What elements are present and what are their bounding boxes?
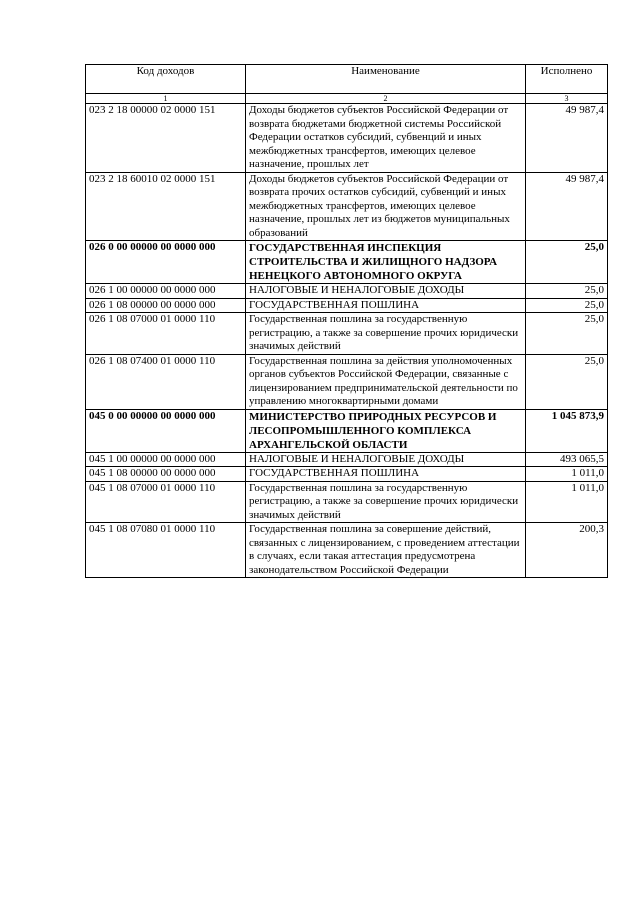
column-number: 2 <box>246 94 526 104</box>
column-number: 3 <box>526 94 608 104</box>
row-name: Государственная пошлина за совершение действий, связанных с лицензированием, с проведением аттестации в случаях, если такая аттестация предусмотрена законодательством Российской Федерации <box>246 523 526 578</box>
row-name: НАЛОГОВЫЕ И НЕНАЛОГОВЫЕ ДОХОДЫ <box>246 452 526 467</box>
row-code: 023 2 18 00000 02 0000 151 <box>86 104 246 173</box>
table-row <box>86 409 608 452</box>
row-name: Государственная пошлина за действия уполномоченных органов субъектов Российской Федерации, связанные с лицензированием предпринимательской деятельности по управлению многоквартирными домами <box>246 354 526 409</box>
row-value: 1 011,0 <box>526 467 608 482</box>
table-header-row <box>86 65 608 94</box>
column-number-row <box>86 94 608 104</box>
header-executed: Исполнено <box>526 65 608 94</box>
table-row <box>86 284 608 299</box>
table-row <box>86 172 608 241</box>
row-value: 200,3 <box>526 523 608 578</box>
table-row <box>86 467 608 482</box>
row-code: 045 1 08 00000 00 0000 000 <box>86 467 246 482</box>
row-code: 026 1 00 00000 00 0000 000 <box>86 284 246 299</box>
row-code: 026 1 08 07400 01 0000 110 <box>86 354 246 409</box>
row-code: 045 1 08 07000 01 0000 110 <box>86 481 246 523</box>
table-row <box>86 354 608 409</box>
row-value: 25,0 <box>526 284 608 299</box>
row-name: Доходы бюджетов субъектов Российской Федерации от возврата прочих остатков субсидий, субвенций и иных межбюджетных трансфертов, имеющих целевое назначение, прошлых лет из бюджетов муниципальных образований <box>246 172 526 241</box>
row-name: Государственная пошлина за государственную регистрацию, а также за совершение прочих юридически значимых действий <box>246 313 526 355</box>
row-value: 1 011,0 <box>526 481 608 523</box>
row-code: 026 0 00 00000 00 0000 000 <box>86 241 246 284</box>
table-row <box>86 298 608 313</box>
row-code: 045 1 08 07080 01 0000 110 <box>86 523 246 578</box>
row-value: 25,0 <box>526 313 608 355</box>
row-value: 49 987,4 <box>526 172 608 241</box>
table-row <box>86 523 608 578</box>
row-code: 026 1 08 07000 01 0000 110 <box>86 313 246 355</box>
row-value: 1 045 873,9 <box>526 409 608 452</box>
revenue-table <box>85 64 608 578</box>
row-code: 026 1 08 00000 00 0000 000 <box>86 298 246 313</box>
row-name: ГОСУДАРСТВЕННАЯ ПОШЛИНА <box>246 298 526 313</box>
row-name: Доходы бюджетов субъектов Российской Федерации от возврата бюджетами бюджетной системы Российской Федерации остатков субсидий, субвенций и иных межбюджетных трансфертов, имеющих целевое назначение, прошлых лет <box>246 104 526 173</box>
row-value: 493 065,5 <box>526 452 608 467</box>
table-row <box>86 481 608 523</box>
table-row <box>86 104 608 173</box>
row-code: 045 0 00 00000 00 0000 000 <box>86 409 246 452</box>
row-name: ГОСУДАРСТВЕННАЯ ПОШЛИНА <box>246 467 526 482</box>
row-value: 25,0 <box>526 298 608 313</box>
row-name: ГОСУДАРСТВЕННАЯ ИНСПЕКЦИЯ СТРОИТЕЛЬСТВА И ЖИЛИЩНОГО НАДЗОРА НЕНЕЦКОГО АВТОНОМНОГО ОКРУГА <box>246 241 526 284</box>
header-code: Код доходов <box>86 65 246 94</box>
row-code: 045 1 00 00000 00 0000 000 <box>86 452 246 467</box>
table-row <box>86 313 608 355</box>
header-name: Наименование <box>246 65 526 94</box>
row-value: 49 987,4 <box>526 104 608 173</box>
column-number: 1 <box>86 94 246 104</box>
row-name: НАЛОГОВЫЕ И НЕНАЛОГОВЫЕ ДОХОДЫ <box>246 284 526 299</box>
row-name: Государственная пошлина за государственную регистрацию, а также за совершение прочих юридически значимых действий <box>246 481 526 523</box>
row-value: 25,0 <box>526 354 608 409</box>
row-value: 25,0 <box>526 241 608 284</box>
table-body <box>86 104 608 578</box>
table-row <box>86 452 608 467</box>
table-row <box>86 241 608 284</box>
row-name: МИНИСТЕРСТВО ПРИРОДНЫХ РЕСУРСОВ И ЛЕСОПРОМЫШЛЕННОГО КОМПЛЕКСА АРХАНГЕЛЬСКОЙ ОБЛАСТИ <box>246 409 526 452</box>
row-code: 023 2 18 60010 02 0000 151 <box>86 172 246 241</box>
